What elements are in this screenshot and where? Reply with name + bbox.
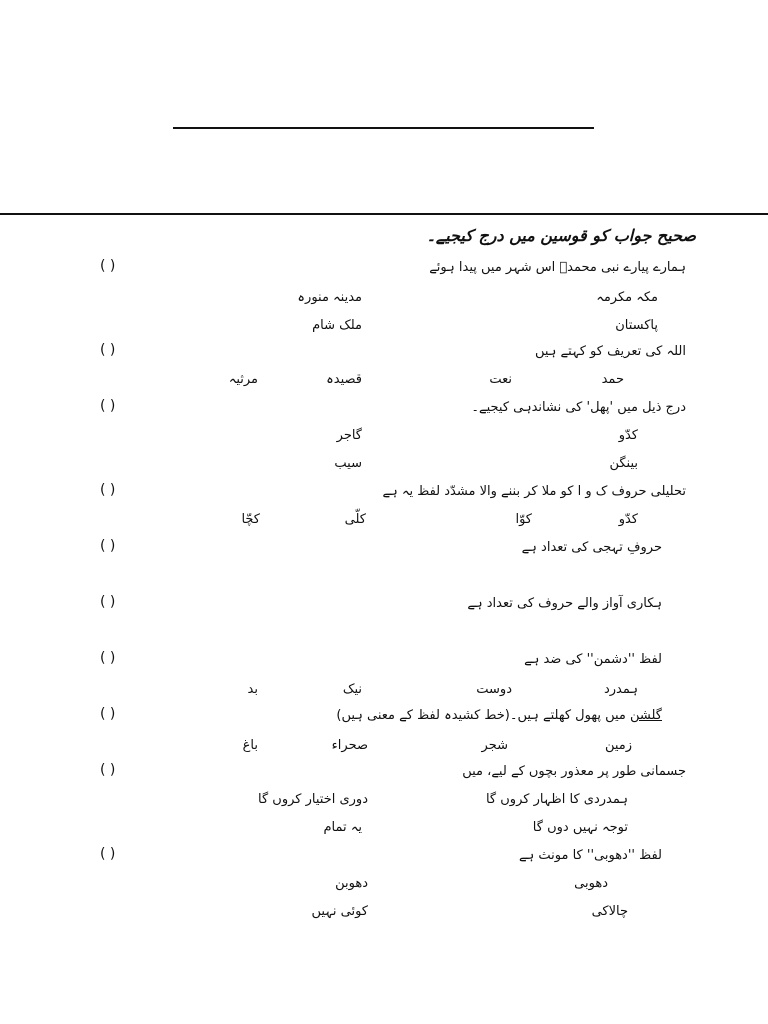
option: کوّا <box>515 512 532 527</box>
option: یہ تمام <box>323 820 362 835</box>
question-text: اللہ کی تعریف کو کہتے ہیں <box>534 344 686 359</box>
option: بینگن <box>609 456 638 471</box>
option: کدّو <box>618 428 638 443</box>
option: دوری اختیار کروں گا <box>258 792 368 807</box>
option: مدینہ منورہ <box>297 290 362 305</box>
option: صحراء <box>331 738 368 753</box>
title-line <box>173 127 594 129</box>
question-text: لفظ ''دھوبی'' کا مونث ہے <box>519 848 662 863</box>
option: شجر <box>481 738 508 753</box>
option: توجہ نہیں دوں گا <box>532 820 628 835</box>
question-text: گلشن میں پھول کھلتے ہیں۔(خط کشیدہ لفظ کے معنی ہیں) <box>336 708 662 723</box>
question-text: جسمانی طور پر معذور بچوں کے لیے، میں <box>462 764 686 779</box>
option: سیب <box>334 456 362 471</box>
section-divider <box>0 213 768 215</box>
option: قصیدہ <box>326 372 362 387</box>
question-text: ہمارے پیارے نبی محمدؐ اس شہر میں پیدا ہوئے <box>429 260 686 275</box>
underlined-word: گلشن <box>630 708 662 723</box>
answer-bracket[interactable]: ( ) <box>100 650 116 666</box>
option: ہمدرد <box>603 682 638 697</box>
question-text: لفظ ''دشمن'' کی ضد ہے <box>524 652 662 667</box>
option: دھوبن <box>335 876 368 891</box>
option: بد <box>247 682 258 697</box>
option: گاجر <box>336 428 362 443</box>
answer-bracket[interactable]: ( ) <box>100 482 116 498</box>
option: ہمدردی کا اظہار کروں گا <box>485 792 628 807</box>
answer-bracket[interactable]: ( ) <box>100 762 116 778</box>
answer-bracket[interactable]: ( ) <box>100 398 116 414</box>
option: حمد <box>601 372 624 387</box>
option: زمین <box>604 738 632 753</box>
option: پاکستان <box>615 318 658 333</box>
option: مرثیہ <box>228 372 258 387</box>
option: کلّی <box>344 512 366 527</box>
option: چالاکی <box>591 904 628 919</box>
option: باغ <box>242 738 258 753</box>
instructions-heading: صحیح جواب کو قوسین میں درج کیجیے۔ <box>426 226 696 245</box>
option: کوئی نہیں <box>311 904 368 919</box>
option: کدّو <box>618 512 638 527</box>
answer-bracket[interactable]: ( ) <box>100 594 116 610</box>
option: ملک شام <box>312 318 362 333</box>
answer-bracket[interactable]: ( ) <box>100 846 116 862</box>
option: نعت <box>489 372 512 387</box>
option: دھوبی <box>574 876 608 891</box>
option: کچّا <box>241 512 260 527</box>
answer-bracket[interactable]: ( ) <box>100 258 116 274</box>
question-text: ہکاری آواز والے حروف کی تعداد ہے <box>467 596 662 611</box>
option: دوست <box>476 682 512 697</box>
question-text: درج ذیل میں 'پھل' کی نشاندہی کیجیے۔ <box>471 400 686 415</box>
question-text: حروفِ تہجی کی تعداد ہے <box>521 540 662 555</box>
answer-bracket[interactable]: ( ) <box>100 538 116 554</box>
question-text: تحلیلی حروف ک و ا کو ملا کر بننے والا مشدّد لفظ یہ ہے <box>382 484 686 499</box>
option: نیک <box>342 682 362 697</box>
answer-bracket[interactable]: ( ) <box>100 342 116 358</box>
option: مکہ مکرمہ <box>596 290 658 305</box>
answer-bracket[interactable]: ( ) <box>100 706 116 722</box>
